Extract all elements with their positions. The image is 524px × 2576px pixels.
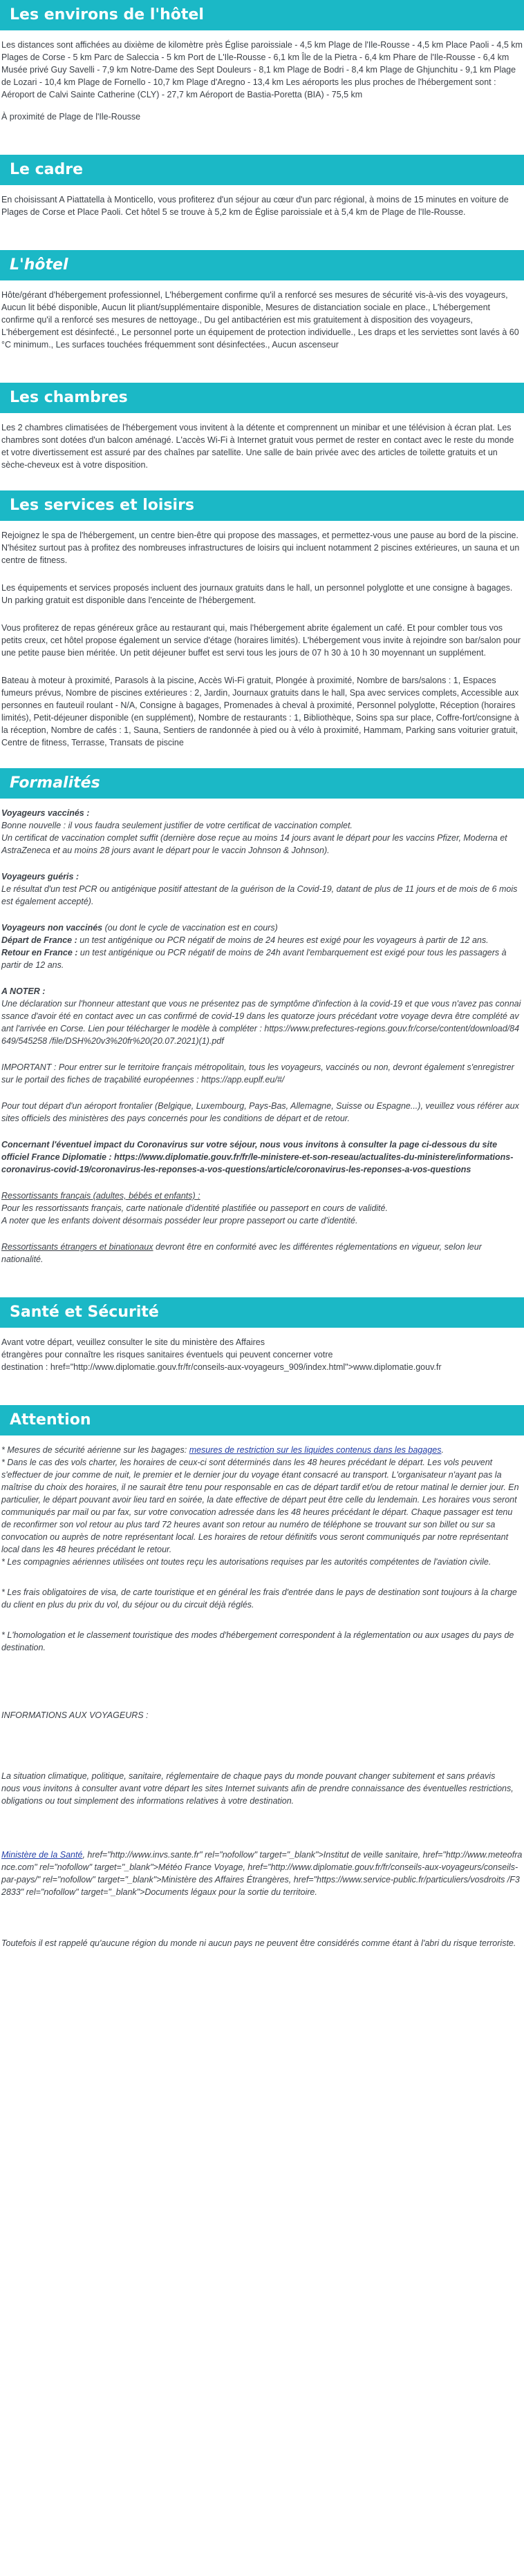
section-body-chambres: [0, 413, 524, 490]
section-title-services: Les services et loisirs: [0, 490, 524, 521]
cadre-text: En choisissant A Piattatella à Monticello, vous profiterez d'un séjour au cœur d'un parc régional, à moins de 15 minutes en voiture de Plages de Corse et Place Paoli. Cet hôtel 5 se trouve à 5,2 km de Église paroissiale et à 5,4 km de Plage de l'Ile-Rousse.: [1, 195, 509, 217]
liens-rest: , href="http://www.invs.sante.fr" rel="nofollow" target="_blank">Institut de veille sanitaire, href="http://www.meteofrance.com" rel="nofollow" target="_blank">Météo France Voyage, href="http://www.diplomatie.gouv.fr/fr/conseils-aux-voyageurs/conseils-par-pays/" rel="nofollow" target="_blank">Ministère des Affaires Étrangères, href="https://www.service-public.fr/particuliers/vosdroits /F32833" rel="nofollow" target="_blank">Documents légaux pour la sortie du territoire.: [1, 1850, 523, 1897]
formalites-gueris: [1, 870, 523, 908]
hotel-text: Hôte/gérant d'hébergement professionnel, L'hébergement confirme qu'il a renforcé ses mesures de sécurité vis-à-vis des voyageurs, Aucun lit bébé disponible, Aucun lit pliant/supplémentaire disponible, Mesures de distanciation sociale en place., L'hébergement confirme qu'il a renforcé ses mesures de nettoyage., Du gel antibactérien est mis gratuitement à disposition des voyageurs, L'hébergement est désinfecté., Le personnel porte un équipement de protection individuelle., Les draps et les serviettes sont lavés à 60 °C minimum., Les surfaces touchées fréquemment sont désinfectées., Aucun ascenseur: [1, 290, 519, 350]
formalites-coronavirus: Concernant l'éventuel impact du Coronavirus sur votre séjour, nous vous invitons à consulter la page ci-dessous du site officiel France Diplomatie : https://www.diplomatie.gouv.fr/fr/le-ministere-et-son-reseau/actualites-du-ministere/informations-coronavirus-covid-19/coronavirus-les-reponses-a-vos-questions/article/coronavirus-les-reponses-a-vos-questions: [1, 1140, 514, 1174]
attention-charter: * Dans le cas des vols charter, les horaires de ceux-ci sont déterminés dans les 48 heures précédant le départ. Les vols peuvent s'effectuer de jour comme de nuit, le premier et le dernier jour du voyage étant consacré au transport. L'organisateur n'ayant pas la maîtrise du choix des horaires, il ne saurait être tenu pour responsable en cas de départ tardif et/ou de retour matinal le dernier jour. En particulier, le départ pouvant avoir lieu tard en soirée, la date effective de départ peut être celle du lendemain. Les horaires vous seront communiqués par mail ou par fax, sur votre convocation adressée dans les 48 heures précédant le départ. Chaque passager est tenu de reconfirmer son vol retour au plus tard 72 heures avant son retour au numéro de téléphone se trouvant sur son billet ou sur sa convocation ou auprès de notre représentant local. Les horaires de retour définitifs vous seront communiqués par notre représentant local dans les 48 heures précédant le retour.: [1, 1458, 519, 1554]
vaccines-line-2: Un certificat de vaccination complet suffit (dernière dose reçue au moins 14 jours avant le départ pour les vaccins Pfizer, Moderna et AstraZeneca et au moins 28 jours avant le départ pour le vaccin Johnson & Johnson).: [1, 833, 507, 855]
sante-line-1: Avant votre départ, veuillez consulter le site du ministère des Affaires: [1, 1337, 265, 1347]
situation-line-2: nous vous invitons à consulter avant votre départ les sites Internet suivants afin de prendre connaissance des éventuelles restrictions, obligations ou tout simplement des informations relatives à votre destination.: [1, 1784, 514, 1806]
section-body-attention: [0, 1435, 524, 1969]
retour-rest: un test antigénique ou PCR négatif de moins de 24h avant l'embarquement est exigé pour tous les passagers à partir de 12 ans.: [1, 948, 507, 970]
section-title-sante: Santé et Sécurité: [0, 1297, 524, 1328]
section-body-environs: [0, 30, 524, 142]
section-title-cadre: Le cadre: [0, 155, 524, 185]
section-title-formalites: Formalités: [0, 768, 524, 799]
section-body-cadre: [0, 185, 524, 238]
vaccines-line-1: Bonne nouvelle : il vous faudra seulement justifier de votre certificat de vaccination complet.: [1, 821, 353, 830]
formalites-non-vaccines: [1, 922, 523, 971]
ministere-sante-link[interactable]: Ministère de la Santé: [1, 1850, 83, 1860]
formalites-ressortissants-etrangers: [1, 1241, 523, 1266]
section-services: [0, 490, 524, 768]
section-sante: [0, 1297, 524, 1393]
section-title-hotel: L'hôtel: [0, 250, 524, 280]
ressort-fr-line-1: Pour les ressortissants français, carte nationale d'identité plastifiée ou passeport en cours de validité.: [1, 1203, 388, 1213]
attention-bagages: [1, 1444, 523, 1456]
sante-text: [1, 1336, 523, 1373]
anoter-line-1: Une déclaration sur l'honneur attestant que vous ne présentez pas de symptôme d'infection à la covid-19 et que vous n'avez pas connaissance d'avoir été en contact avec un cas confirmé de covid-19 dans les quatorze jours précédant votre voyage devra être complété avant l'arrivée en Corse. Lien pour télécharger le modèle à compléter : https://www.prefectures-regions.gouv.fr/corse/content/download/84649/545258 /file/DSH%20v3%20fr%20(20.07.2021)(1).pdf: [1, 999, 521, 1046]
services-list: Bateau à moteur à proximité, Parasols à la piscine, Accès Wi-Fi gratuit, Plongée à proximité, Nombre de bars/salons : 1, Espaces fumeurs prévus, Nombre de piscines extérieures : 2, Jardin, Journaux gratuits dans le hall, Spa avec services complets, Accessible aux personnes en fauteuil roulant - N/A, Consigne à bagages, Promenades à cheval à proximité, Personnel polyglotte, Réception (horaires limités), Petit-déjeuner disponible (en supplément), Nombre de restaurants : 1, Bibliothèque, Soins spa sur place, Coffre-fort/consigne à la réception, Nombre de cafés : 1, Sauna, Sentiers de randonnée à pied ou à vélo à proximité, Hammam, Parking sans voiturier gratuit, Centre de fitness, Terrasse, Transats de piscine: [1, 676, 519, 747]
section-hotel: [0, 250, 524, 370]
section-title-attention: Attention: [0, 1405, 524, 1435]
gueris-line-1: Le résultat d'un test PCR ou antigénique positif attestant de la guérison de la Covid-19, datant de plus de 11 jours et de mois de 6 mois est également accepté).: [1, 884, 518, 906]
bagages-pre: * Mesures de sécurité aérienne sur les bagages:: [1, 1445, 189, 1455]
vaccines-title: Voyageurs vaccinés :: [1, 808, 90, 818]
environs-distances: Les distances sont affichées au dixième de kilomètre près Église paroissiale - 4,5 km Plage de l'Ile-Rousse - 4,5 km Place Paoli - 4,5 km Plages de Corse - 5 km Parc de Saleccia - 5 km Port de L'Ile-Rousse - 6,1 km Île de la Pietra - 6,4 km Phare de l'Ile-Rousse - 6,4 km Musée privé Guy Savelli - 7,9 km Notre-Dame des Sept Douleurs - 8,1 km Plage de Bodri - 8,4 km Plage de Ghjunchitu - 9,1 km Plage de Lozari - 10,4 km Plage de Fornello - 10,7 km Plage d'Aregno - 13,4 km Les aéroports les plus proches de l'hébergement sont : Aéroport de Calvi Sainte Catherine (CLY) - 27,7 km Aéroport de Bastia-Poretta (BIA) - 75,5 km: [1, 40, 523, 99]
sante-line-2: étrangères pour connaître les risques sanitaires éventuels qui peuvent concerner votre: [1, 1350, 333, 1359]
environs-proximity: À proximité de Plage de l'Ile-Rousse: [1, 112, 141, 122]
anoter-title: A NOTER :: [1, 986, 46, 996]
attention-homologation: * L'homologation et le classement touristique des modes d'hébergement correspondent à la réglementation ou aux usages du pays de destination.: [1, 1630, 514, 1652]
sante-line-3: destination : href="http://www.diplomatie.gouv.fr/fr/conseils-aux-voyageurs_909/index.html">www.diplomatie.gouv.fr: [1, 1362, 442, 1372]
formalites-ressortissants-fr: [1, 1190, 523, 1227]
section-body-formalites: [0, 799, 524, 1285]
formalites-anoter: [1, 985, 523, 1047]
retour-title: Retour en France :: [1, 948, 78, 957]
section-body-hotel: [0, 280, 524, 370]
services-equipements: Les équipements et services proposés incluent des journaux gratuits dans le hall, un personnel polyglotte et une consigne à bagages. Un parking gratuit est disponible dans l'enceinte de l'hébergement.: [1, 583, 513, 605]
ressort-et-title: Ressortissants étrangers et binationaux: [1, 1242, 153, 1252]
formalites-important: IMPORTANT : Pour entrer sur le territoire français métropolitain, tous les voyageurs, vaccinés ou non, devront également s'enregistrer sur le portail des fiches de traçabilité européennes : https://app.euplf.eu/#/: [1, 1062, 514, 1085]
attention-situation: [1, 1770, 523, 1807]
services-repas: Vous profiterez de repas généreux grâce au restaurant qui, mais l'hébergement abrite également un café. Et pour combler tous vos petits creux, cet hôtel propose également un service d'étage (horaires limités). L'hébergement vous invite à rejoindre son bar/salon pour une petite pause bien méritée. Un petit déjeuner buffet est servi tous les jours de 07 h 30 à 10 h 30 moyennant un supplément.: [1, 623, 521, 658]
nonvacc-rest: (ou dont le cycle de vaccination est en cours): [102, 923, 278, 933]
attention-compagnies: * Les compagnies aériennes utilisées ont toutes reçu les autorisations requises par les autorités compétentes de l'aviation civile.: [1, 1557, 492, 1567]
formalites-frontalier: Pour tout départ d'un aéroport frontalier (Belgique, Luxembourg, Pays-Bas, Allemagne, Suisse ou Espagne...), veuillez vous référer aux sites officiels des ministères des pays concernés pour les conditions de départ et de retour.: [1, 1101, 519, 1123]
chambres-text: Les 2 chambres climatisées de l'hébergement vous invitent à la détente et comprennent un minibar et une télévision à écran plat. Les chambres sont dotées d'un balcon aménagé. L'accès Wi-Fi à Internet gratuit vous permet de rester en contact avec le reste du monde et votre divertissement est assuré par des chaînes par satellite. Une salle de bain privée avec des articles de toilette gratuits et un sèche-cheveux est à votre disposition.: [1, 423, 514, 470]
nonvacc-title: Voyageurs non vaccinés: [1, 923, 103, 933]
section-formalites: [0, 768, 524, 1285]
liquides-restriction-link[interactable]: mesures de restriction sur les liquides contenus dans les bagages: [189, 1445, 442, 1455]
bagages-post: .: [441, 1445, 444, 1455]
section-title-chambres: Les chambres: [0, 383, 524, 413]
section-cadre: [0, 155, 524, 238]
section-body-sante: [0, 1328, 524, 1393]
section-body-services: [0, 521, 524, 768]
situation-line-1: La situation climatique, politique, sanitaire, réglementaire de chaque pays du monde pouvant changer subitement et sans préavis: [1, 1771, 496, 1781]
ressort-et-rest: devront être en conformité avec les différentes réglementations en vigueur, selon leur nationalité.: [1, 1242, 482, 1264]
ressort-fr-title: Ressortissants français (adultes, bébés et enfants) :: [1, 1191, 200, 1201]
attention-liens: [1, 1849, 523, 1898]
depart-title: Départ de France :: [1, 935, 77, 945]
attention-infos-voyageurs: INFORMATIONS AUX VOYAGEURS :: [1, 1710, 149, 1720]
section-chambres: [0, 383, 524, 490]
section-attention: [0, 1405, 524, 1969]
depart-rest: un test antigénique ou PCR négatif de moins de 24 heures est exigé pour les voyageurs à partir de 12 ans.: [77, 935, 489, 945]
gueris-title: Voyageurs guéris :: [1, 872, 79, 881]
formalites-vaccines: [1, 807, 523, 857]
section-environs: [0, 0, 524, 142]
section-title-environs: Les environs de l'hôtel: [0, 0, 524, 30]
attention-terrorisme: Toutefois il est rappelé qu'aucune région du monde ni aucun pays ne peuvent être considérés comme étant à l'abri du risque terroriste.: [1, 1938, 516, 1948]
ressort-fr-line-2: A noter que les enfants doivent désormais posséder leur propre passeport ou carte d'identité.: [1, 1216, 358, 1225]
services-spa: Rejoignez le spa de l'hébergement, un centre bien-être qui propose des massages, et permettez-vous une pause au bord de la piscine. N'hésitez surtout pas à profitez des nombreuses infrastructures de loisirs qui incluent notamment 2 piscines extérieures, un sauna et un centre de fitness.: [1, 531, 520, 565]
attention-visa: * Les frais obligatoires de visa, de carte touristique et en général les frais d'entrée dans le pays de destination sont toujours à la charge du client en plus du prix du vol, du séjour ou du circuit déjà réglés.: [1, 1587, 517, 1610]
